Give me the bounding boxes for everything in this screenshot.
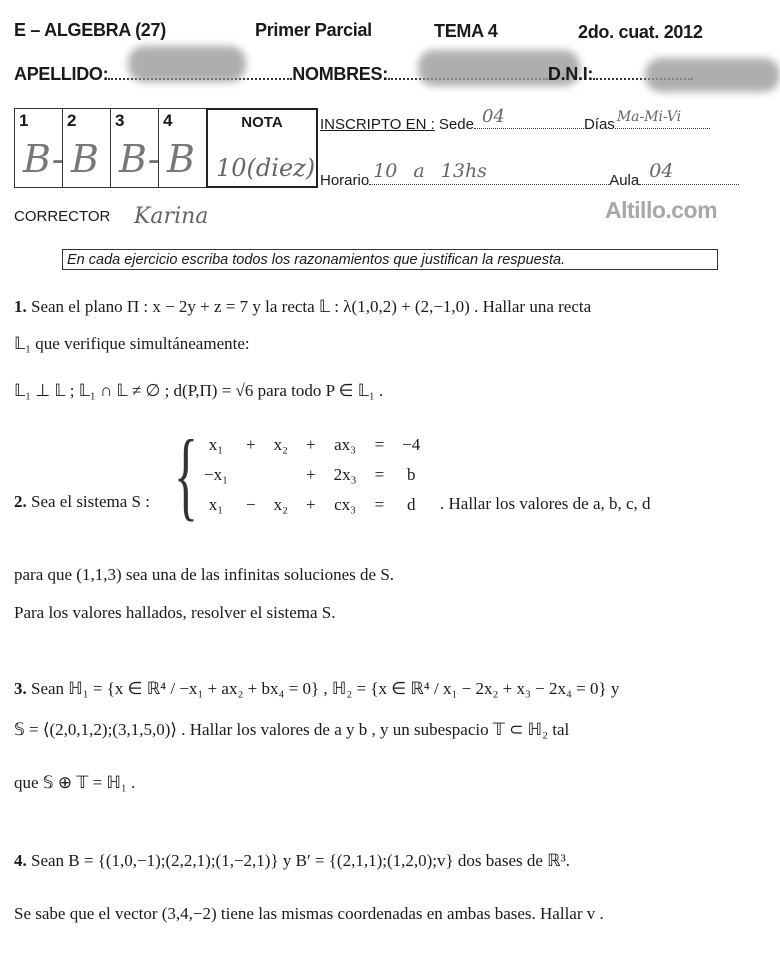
sede-label: Sede <box>438 116 474 133</box>
term: d <box>406 495 416 514</box>
nota-value: 10(diez) <box>216 154 316 182</box>
problem-1-line-2: 𝕃₁ que verifique simultáneamente: <box>14 334 250 353</box>
aula-field[interactable] <box>639 160 739 185</box>
exam-title: Primer Parcial <box>255 20 372 40</box>
term: = <box>374 435 385 454</box>
horario-value: 10 a 13hs <box>373 160 487 182</box>
sede-value: 04 <box>481 106 505 127</box>
term: x₁ <box>208 435 224 454</box>
watermark: Altillo.com <box>605 197 718 223</box>
term: ax₃ <box>334 435 357 454</box>
problem-3-line-3: que 𝕊 ⊕ 𝕋 = ℍ₁ . <box>14 773 136 792</box>
grade-value: B- <box>119 137 161 181</box>
problem-text: Sean ℍ₁ = {x ∈ ℝ⁴ / −x₁ + ax₂ + bx₄ = 0} , ℍ₂ = {x ∈ ℝ⁴ / x₁ − 2x₂ + x₃ − 2x₄ = 0} y <box>31 679 620 698</box>
term: −4 <box>402 435 421 454</box>
inscripto-line <box>320 106 710 133</box>
problem-number: 1. <box>14 297 27 316</box>
aula-value: 04 <box>649 160 674 182</box>
term: − <box>246 495 256 514</box>
course-title: E – ALGEBRA (27) <box>14 20 166 40</box>
term: + <box>306 465 316 484</box>
problem-2-line-3: Para los valores hallados, resolver el sistema S. <box>14 603 336 622</box>
term: cx₃ <box>334 495 357 514</box>
dias-field[interactable] <box>615 109 710 129</box>
grade-value: B <box>71 137 99 181</box>
equation-system <box>195 430 429 520</box>
term: = <box>374 465 385 484</box>
exercise-number: 3 <box>115 111 125 130</box>
corrector-value: Karina <box>134 204 209 229</box>
equation-row <box>195 490 429 520</box>
grade-cell <box>158 108 206 188</box>
problem-4-line-2: Se sabe que el vector (3,4,−2) tiene las mismas coordenadas en ambas bases. Hallar v . <box>14 904 604 923</box>
grade-value: B <box>167 137 195 181</box>
nombres-label: NOMBRES: <box>292 64 388 84</box>
sede-field[interactable] <box>474 106 584 129</box>
horario-line <box>320 160 739 189</box>
term: −x₁ <box>204 465 229 484</box>
dias-label: Días <box>583 116 615 133</box>
problem-text: Sean B = {(1,0,−1);(2,2,1);(1,−2,1)} y B′ = {(2,1,1);(1,2,0);v} dos bases de ℝ³. <box>31 851 570 870</box>
corrector-label: CORRECTOR <box>14 208 111 225</box>
instruction-box: En cada ejercicio escriba todos los razonamientos que justifican la respuesta. <box>62 249 718 270</box>
redaction-dni <box>645 58 780 92</box>
problem-2-intro <box>14 492 150 512</box>
term <box>265 460 297 490</box>
term: x₂ <box>273 495 289 514</box>
problem-number: 2. <box>14 492 27 511</box>
student-line <box>14 64 693 85</box>
nota-label: NOTA <box>241 114 283 131</box>
term: x₂ <box>273 435 289 454</box>
period-label: 2do. cuat. 2012 <box>578 22 703 42</box>
exercise-number: 1 <box>19 111 29 130</box>
problem-4-line-1 <box>14 851 570 871</box>
grade-cell <box>62 108 110 188</box>
grade-cell <box>110 108 161 188</box>
horario-field[interactable] <box>369 160 609 185</box>
term <box>237 460 265 490</box>
equation-row <box>195 460 429 490</box>
exercise-number: 4 <box>163 111 173 130</box>
grade-value: B- <box>23 137 65 181</box>
dni-label: D.N.I: <box>547 64 594 84</box>
problem-2-after: . Hallar los valores de a, b, c, d <box>440 494 651 513</box>
term: b <box>406 465 416 484</box>
problem-1-line-3: 𝕃₁ ⊥ 𝕃 ; 𝕃₁ ∩ 𝕃 ≠ ∅ ; d(P,Π) = √6 para todo P ∈ 𝕃₁ . <box>14 381 384 400</box>
problem-3-line-1 <box>14 679 619 699</box>
dias-value: Ma-Mi-Vi <box>616 109 682 125</box>
problem-number: 4. <box>14 851 27 870</box>
term: + <box>246 435 256 454</box>
term: = <box>374 495 385 514</box>
term: + <box>306 495 316 514</box>
grade-table <box>14 108 318 188</box>
term: 2x₃ <box>333 465 357 484</box>
problem-text: Sean el plano Π : x − 2y + z = 7 y la recta 𝕃 : λ(1,0,2) + (2,−1,0) . Hallar una recta <box>31 297 592 316</box>
grade-cell <box>14 108 65 188</box>
inscripto-label: INSCRIPTO EN : <box>320 116 435 133</box>
horario-label: Horario <box>320 172 370 189</box>
redaction-apellido <box>128 46 246 82</box>
term: + <box>306 435 316 454</box>
left-brace: { <box>174 419 198 530</box>
equation-row <box>195 430 429 460</box>
problem-text: Sea el sistema S : <box>31 492 150 511</box>
problem-1-line-1 <box>14 297 591 317</box>
problem-3-line-2: 𝕊 = ⟨(2,0,1,2);(3,1,5,0)⟩ . Hallar los valores de a y b , y un subespacio 𝕋 ⊂ ℍ₂ tal <box>14 720 570 739</box>
term: x₁ <box>208 495 224 514</box>
problem-number: 3. <box>14 679 27 698</box>
exercise-number: 2 <box>67 111 77 130</box>
apellido-label: APELLIDO: <box>14 64 109 84</box>
tema-label: TEMA 4 <box>434 21 498 41</box>
nota-box <box>206 108 318 188</box>
aula-label: Aula <box>609 172 640 189</box>
problem-2-line-2: para que (1,1,3) sea una de las infinitas soluciones de S. <box>14 565 395 584</box>
